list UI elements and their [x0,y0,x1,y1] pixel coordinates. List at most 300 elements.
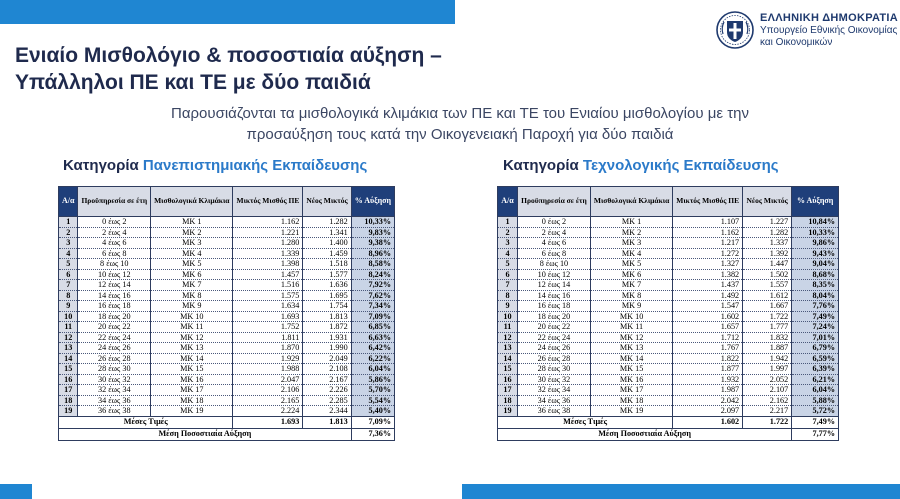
cell-increase: 5,54% [351,395,394,406]
cell-increase: 7,01% [792,332,839,343]
average-percent-value: 7,77% [792,428,839,440]
cell-increase: 7,62% [351,290,394,301]
cell-gross: 1.602 [673,311,743,322]
cell-seniority: 24 έως 26 [517,343,590,354]
cell-new-gross: 2.344 [303,406,351,417]
cell-gross: 1.221 [233,227,303,238]
cell-new-gross: 1.931 [303,332,351,343]
ministry-label [760,11,898,49]
col-header-new-gross: Νέος Μικτός [743,187,792,217]
cell-grade: ΜΚ 9 [151,301,233,312]
cell-increase: 9,38% [351,238,394,249]
cell-aa: 7 [498,280,518,291]
cell-seniority: 4 έως 6 [78,238,151,249]
cell-gross: 1.929 [233,353,303,364]
top-accent-bar [0,0,455,24]
category-heading-university [63,157,367,174]
cell-seniority: 8 έως 10 [78,259,151,270]
table-averages-row [59,416,395,428]
col-header-grade: Μισθολογικά Κλιμάκια [151,187,233,217]
cell-grade: ΜΚ 14 [590,353,672,364]
cell-gross: 1.870 [233,343,303,354]
cell-gross: 1.217 [673,238,743,249]
table-row [59,217,395,228]
category-prefix: Κατηγορία [63,157,139,174]
cell-new-gross: 1.832 [743,332,792,343]
cell-increase: 7,76% [792,301,839,312]
table-averages-row [498,416,839,428]
cell-seniority: 18 έως 20 [78,311,151,322]
cell-increase: 9,43% [792,248,839,259]
table-row [498,343,839,354]
cell-gross: 1.547 [673,301,743,312]
subtitle-line-1: Παρουσιάζονται τα μισθολογικά κλιμάκια των ΠΕ και ΤΕ του Ενιαίου μισθολογίου με την [171,105,749,122]
cell-aa: 16 [498,374,518,385]
cell-seniority: 18 έως 20 [517,311,590,322]
cell-new-gross: 1.813 [303,311,351,322]
averages-increase: 7,09% [351,416,394,428]
cell-gross: 1.437 [673,280,743,291]
cell-grade: ΜΚ 15 [590,364,672,375]
table-row [498,280,839,291]
cell-increase: 7,92% [351,280,394,291]
cell-seniority: 20 έως 22 [78,322,151,333]
category-name: Πανεπιστημιακής Εκπαίδευσης [142,157,368,174]
cell-increase: 8,04% [792,290,839,301]
cell-gross: 1.987 [673,385,743,396]
cell-increase: 6,22% [351,353,394,364]
cell-seniority: 4 έως 6 [517,238,590,249]
greek-coat-of-arms-icon [715,10,755,50]
cell-seniority: 12 έως 14 [517,280,590,291]
cell-grade: ΜΚ 16 [590,374,672,385]
cell-seniority: 6 έως 8 [78,248,151,259]
average-percent-value: 7,36% [351,428,394,440]
cell-aa: 10 [59,311,78,322]
cell-seniority: 2 έως 4 [78,227,151,238]
cell-gross: 1.712 [673,332,743,343]
page-subtitle [60,103,860,145]
cell-new-gross: 1.518 [303,259,351,270]
table-row [59,311,395,322]
table-row [59,343,395,354]
cell-grade: ΜΚ 10 [151,311,233,322]
cell-seniority: 34 έως 36 [78,395,151,406]
cell-increase: 5,70% [351,385,394,396]
table-average-percent-row [59,428,395,440]
category-name: Τεχνολογικής Εκπαίδευσης [582,157,779,174]
cell-increase: 7,24% [792,322,839,333]
cell-aa: 13 [498,343,518,354]
cell-new-gross: 2.226 [303,385,351,396]
cell-aa: 1 [498,217,518,228]
col-header-aa: Α/α [59,187,78,217]
table-row [59,364,395,375]
cell-seniority: 34 έως 36 [517,395,590,406]
cell-aa: 6 [59,269,78,280]
cell-aa: 14 [59,353,78,364]
table-row [59,248,395,259]
col-header-seniority: Προϋπηρεσία σε έτη [78,187,151,217]
cell-aa: 19 [59,406,78,417]
ministry-line-1: ΕΛΛΗΝΙΚΗ ΔΗΜΟΚΡΑΤΙΑ [760,12,898,24]
cell-new-gross: 1.667 [743,301,792,312]
cell-new-gross: 1.557 [743,280,792,291]
table-row [498,259,839,270]
category-heading-technological [503,157,779,174]
table-row [498,374,839,385]
average-percent-label: Μέση Ποσοστιαία Αύξηση [498,428,792,440]
table-row [498,385,839,396]
cell-seniority: 16 έως 18 [517,301,590,312]
cell-increase: 8,58% [351,259,394,270]
cell-increase: 6,63% [351,332,394,343]
cell-grade: ΜΚ 2 [590,227,672,238]
cell-new-gross: 2.167 [303,374,351,385]
cell-increase: 9,04% [792,259,839,270]
col-header-gross: Μικτός Μισθός ΠΕ [673,187,743,217]
table-row [498,406,839,417]
cell-increase: 9,86% [792,238,839,249]
cell-new-gross: 1.227 [743,217,792,228]
cell-grade: ΜΚ 7 [590,280,672,291]
averages-increase: 7,49% [792,416,839,428]
col-header-seniority: Προϋπηρεσία σε έτη [517,187,590,217]
cell-increase: 5,86% [351,374,394,385]
cell-gross: 2.165 [233,395,303,406]
cell-grade: ΜΚ 18 [590,395,672,406]
col-header-grade: Μισθολογικά Κλιμάκια [590,187,672,217]
cell-aa: 9 [498,301,518,312]
cell-grade: ΜΚ 12 [590,332,672,343]
table-row [59,374,395,385]
cell-grade: ΜΚ 3 [151,238,233,249]
ministry-line-3: και Οικονομικών [760,37,833,48]
cell-grade: ΜΚ 8 [151,290,233,301]
cell-new-gross: 1.459 [303,248,351,259]
cell-gross: 1.382 [673,269,743,280]
cell-grade: ΜΚ 2 [151,227,233,238]
table-row [59,395,395,406]
cell-aa: 14 [498,353,518,364]
cell-seniority: 16 έως 18 [78,301,151,312]
table-row [59,406,395,417]
cell-aa: 8 [498,290,518,301]
table-row [498,227,839,238]
cell-new-gross: 1.942 [743,353,792,364]
col-header-new-gross: Νέος Μικτός [303,187,351,217]
cell-aa: 18 [498,395,518,406]
cell-new-gross: 2.049 [303,353,351,364]
averages-new-gross: 1.722 [743,416,792,428]
cell-increase: 6,04% [351,364,394,375]
averages-label: Μέσες Τιμές [59,416,233,428]
cell-gross: 1.339 [233,248,303,259]
table-average-percent-row [498,428,839,440]
cell-grade: ΜΚ 9 [590,301,672,312]
cell-increase: 8,68% [792,269,839,280]
cell-gross: 1.693 [233,311,303,322]
cell-gross: 2.047 [233,374,303,385]
cell-increase: 6,04% [792,385,839,396]
cell-grade: ΜΚ 6 [590,269,672,280]
cell-gross: 1.107 [673,217,743,228]
cell-increase: 6,42% [351,343,394,354]
cell-seniority: 30 έως 32 [517,374,590,385]
cell-aa: 4 [498,248,518,259]
cell-gross: 1.272 [673,248,743,259]
cell-increase: 10,33% [792,227,839,238]
cell-aa: 8 [59,290,78,301]
subtitle-line-2: προσαύξηση τους κατά την Οικογενειακή Παροχή για δύο παιδιά [246,126,674,143]
table-row [498,322,839,333]
cell-seniority: 20 έως 22 [517,322,590,333]
cell-gross: 1.575 [233,290,303,301]
cell-increase: 5,72% [792,406,839,417]
cell-gross: 1.398 [233,259,303,270]
averages-new-gross: 1.813 [303,416,351,428]
cell-gross: 1.280 [233,238,303,249]
cell-new-gross: 1.990 [303,343,351,354]
cell-seniority: 28 έως 30 [517,364,590,375]
cell-grade: ΜΚ 7 [151,280,233,291]
cell-gross: 1.988 [233,364,303,375]
cell-aa: 5 [498,259,518,270]
table-body [498,217,839,417]
cell-seniority: 22 έως 24 [517,332,590,343]
cell-seniority: 36 έως 38 [517,406,590,417]
cell-new-gross: 1.887 [743,343,792,354]
table-row [59,259,395,270]
cell-new-gross: 1.612 [743,290,792,301]
table-row [498,311,839,322]
cell-grade: ΜΚ 19 [590,406,672,417]
cell-aa: 3 [59,238,78,249]
table-row [498,353,839,364]
cell-grade: ΜΚ 17 [151,385,233,396]
cell-grade: ΜΚ 4 [590,248,672,259]
table-row [498,217,839,228]
table-row [59,353,395,364]
cell-aa: 10 [498,311,518,322]
cell-aa: 15 [59,364,78,375]
cell-seniority: 12 έως 14 [78,280,151,291]
cell-seniority: 0 έως 2 [517,217,590,228]
cell-grade: ΜΚ 8 [590,290,672,301]
cell-increase: 9,83% [351,227,394,238]
cell-seniority: 26 έως 28 [78,353,151,364]
table-row [498,290,839,301]
cell-increase: 6,85% [351,322,394,333]
cell-increase: 6,79% [792,343,839,354]
cell-new-gross: 2.285 [303,395,351,406]
table-row [59,290,395,301]
category-prefix: Κατηγορία [503,157,579,174]
cell-new-gross: 2.107 [743,385,792,396]
cell-grade: ΜΚ 17 [590,385,672,396]
cell-gross: 1.877 [673,364,743,375]
averages-gross: 1.602 [673,416,743,428]
cell-gross: 1.811 [233,332,303,343]
averages-gross: 1.693 [233,416,303,428]
table-row [498,301,839,312]
cell-increase: 10,33% [351,217,394,228]
ministry-line-2: Υπουργείο Εθνικής Οικονομίας [760,25,898,36]
cell-increase: 6,39% [792,364,839,375]
cell-seniority: 10 έως 12 [78,269,151,280]
cell-aa: 4 [59,248,78,259]
cell-gross: 1.492 [673,290,743,301]
cell-increase: 7,34% [351,301,394,312]
table-row [59,269,395,280]
cell-new-gross: 1.695 [303,290,351,301]
table-row [498,238,839,249]
cell-new-gross: 1.337 [743,238,792,249]
cell-new-gross: 1.341 [303,227,351,238]
cell-aa: 9 [59,301,78,312]
cell-gross: 1.752 [233,322,303,333]
cell-aa: 2 [59,227,78,238]
cell-gross: 1.822 [673,353,743,364]
cell-new-gross: 1.282 [743,227,792,238]
table-row [59,227,395,238]
cell-new-gross: 1.447 [743,259,792,270]
cell-new-gross: 1.502 [743,269,792,280]
table-header-row [498,187,839,217]
table-row [498,364,839,375]
cell-aa: 2 [498,227,518,238]
cell-aa: 17 [498,385,518,396]
cell-gross: 2.106 [233,385,303,396]
cell-gross: 2.224 [233,406,303,417]
col-header-aa: Α/α [498,187,518,217]
cell-grade: ΜΚ 18 [151,395,233,406]
page-title [15,42,442,96]
cell-grade: ΜΚ 5 [590,259,672,270]
table-row [498,269,839,280]
cell-new-gross: 1.872 [303,322,351,333]
cell-increase: 10,84% [792,217,839,228]
cell-new-gross: 1.777 [743,322,792,333]
table-row [498,332,839,343]
table-body [59,217,395,417]
cell-seniority: 0 έως 2 [78,217,151,228]
cell-increase: 8,24% [351,269,394,280]
cell-seniority: 2 έως 4 [517,227,590,238]
cell-grade: ΜΚ 14 [151,353,233,364]
cell-seniority: 26 έως 28 [517,353,590,364]
cell-seniority: 14 έως 16 [78,290,151,301]
cell-seniority: 8 έως 10 [517,259,590,270]
cell-grade: ΜΚ 6 [151,269,233,280]
cell-grade: ΜΚ 11 [151,322,233,333]
cell-new-gross: 2.217 [743,406,792,417]
cell-aa: 11 [59,322,78,333]
table-row [59,301,395,312]
cell-aa: 17 [59,385,78,396]
cell-aa: 13 [59,343,78,354]
table-row [59,280,395,291]
cell-aa: 6 [498,269,518,280]
cell-aa: 15 [498,364,518,375]
cell-gross: 2.097 [673,406,743,417]
cell-grade: ΜΚ 13 [590,343,672,354]
cell-new-gross: 1.636 [303,280,351,291]
cell-new-gross: 1.722 [743,311,792,322]
cell-increase: 7,49% [792,311,839,322]
cell-aa: 3 [498,238,518,249]
cell-increase: 5,88% [792,395,839,406]
cell-grade: ΜΚ 13 [151,343,233,354]
cell-gross: 1.634 [233,301,303,312]
cell-seniority: 28 έως 30 [78,364,151,375]
cell-new-gross: 1.754 [303,301,351,312]
cell-grade: ΜΚ 16 [151,374,233,385]
cell-seniority: 36 έως 38 [78,406,151,417]
cell-aa: 7 [59,280,78,291]
cell-increase: 6,21% [792,374,839,385]
cell-grade: ΜΚ 11 [590,322,672,333]
cell-increase: 6,59% [792,353,839,364]
cell-grade: ΜΚ 12 [151,332,233,343]
cell-gross: 1.932 [673,374,743,385]
cell-seniority: 6 έως 8 [517,248,590,259]
salary-table-university [58,186,395,441]
cell-seniority: 32 έως 34 [517,385,590,396]
cell-gross: 1.327 [673,259,743,270]
cell-aa: 16 [59,374,78,385]
cell-new-gross: 2.052 [743,374,792,385]
table-row [59,322,395,333]
cell-grade: ΜΚ 19 [151,406,233,417]
cell-grade: ΜΚ 15 [151,364,233,375]
averages-label: Μέσες Τιμές [498,416,673,428]
cell-increase: 5,40% [351,406,394,417]
cell-new-gross: 2.108 [303,364,351,375]
page-title-line-2: Υπάλληλοι ΠΕ και ΤΕ με δύο παιδιά [15,71,371,94]
cell-seniority: 32 έως 34 [78,385,151,396]
table-row [59,332,395,343]
cell-seniority: 24 έως 26 [78,343,151,354]
cell-aa: 18 [59,395,78,406]
cell-aa: 5 [59,259,78,270]
col-header-gross: Μικτός Μισθός ΠΕ [233,187,303,217]
cell-new-gross: 1.997 [743,364,792,375]
cell-increase: 8,35% [792,280,839,291]
cell-grade: ΜΚ 1 [151,217,233,228]
cell-seniority: 14 έως 16 [517,290,590,301]
cell-new-gross: 1.400 [303,238,351,249]
cell-grade: ΜΚ 3 [590,238,672,249]
table-row [498,395,839,406]
salary-table-technological [497,186,839,441]
cell-aa: 19 [498,406,518,417]
table-row [59,385,395,396]
cell-seniority: 22 έως 24 [78,332,151,343]
table-row [59,238,395,249]
cell-gross: 1.767 [673,343,743,354]
cell-new-gross: 1.577 [303,269,351,280]
cell-gross: 1.657 [673,322,743,333]
cell-new-gross: 1.282 [303,217,351,228]
cell-gross: 1.162 [233,217,303,228]
cell-new-gross: 1.392 [743,248,792,259]
col-header-increase: % Αύξηση [351,187,394,217]
cell-gross: 1.457 [233,269,303,280]
cell-increase: 7,09% [351,311,394,322]
cell-gross: 1.162 [673,227,743,238]
cell-increase: 8,96% [351,248,394,259]
